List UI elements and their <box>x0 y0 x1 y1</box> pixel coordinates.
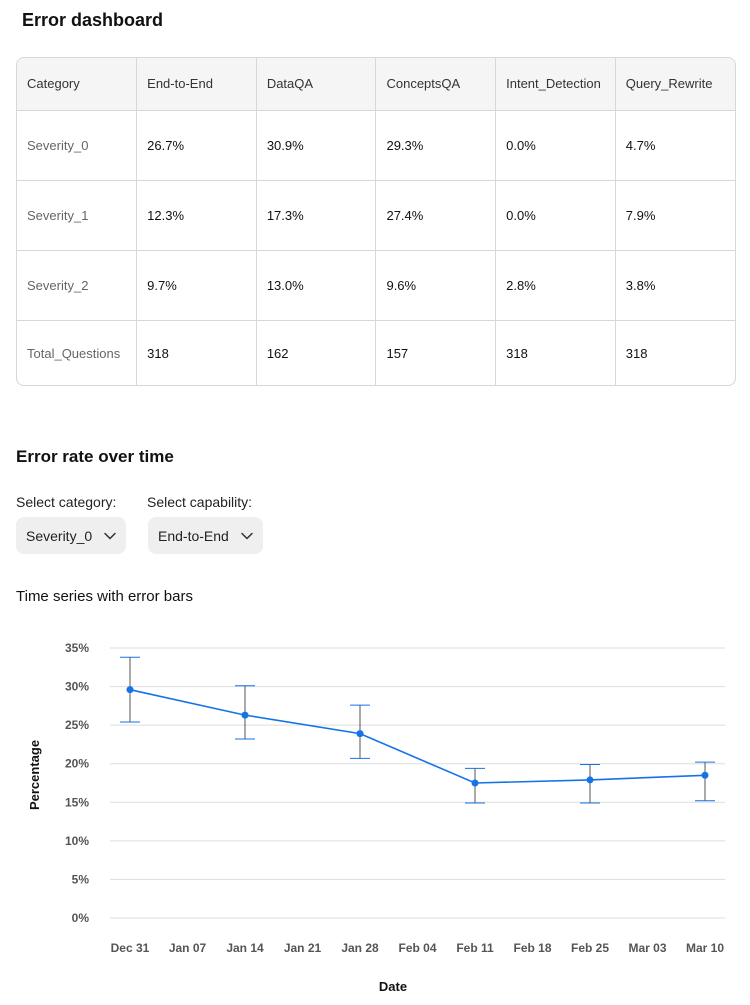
table-row <box>17 250 735 320</box>
y-tick-label: 10% <box>64 833 89 848</box>
error-rate-chart <box>0 620 750 1005</box>
table-cell: 29.3% <box>376 110 496 180</box>
row-label: Severity_2 <box>17 250 137 320</box>
x-tick-label: Feb 25 <box>570 941 610 955</box>
y-tick-label: 15% <box>64 795 89 810</box>
column-header[interactable]: Intent_Detection <box>496 58 616 110</box>
table-cell: 9.6% <box>376 250 496 320</box>
data-point <box>357 730 364 737</box>
table-cell: 162 <box>256 320 376 386</box>
x-tick-label: Dec 31 <box>110 941 150 955</box>
column-header[interactable]: Query_Rewrite <box>615 58 735 110</box>
x-tick-label: Feb 18 <box>513 941 552 955</box>
column-header[interactable]: End-to-End <box>137 58 257 110</box>
table-cell: 3.8% <box>615 250 735 320</box>
data-point <box>702 772 709 779</box>
table-cell: 318 <box>137 320 257 386</box>
y-tick-label: 25% <box>64 718 89 733</box>
column-header[interactable]: ConceptsQA <box>376 58 496 110</box>
x-tick-label: Mar 10 <box>685 941 725 955</box>
row-label: Severity_0 <box>17 110 137 180</box>
y-tick-label: 5% <box>71 872 89 887</box>
error-table <box>16 57 736 386</box>
table-cell: 7.9% <box>615 180 735 250</box>
table-cell: 17.3% <box>256 180 376 250</box>
section-title: Error rate over time <box>16 447 174 466</box>
chevron-down-icon <box>104 532 116 540</box>
x-tick-label: Jan 28 <box>341 941 379 955</box>
row-label: Total_Questions <box>17 320 137 386</box>
table-cell: 0.0% <box>496 110 616 180</box>
data-point <box>587 776 594 783</box>
category-select-value: Severity_0 <box>26 527 93 544</box>
y-tick-label: 20% <box>64 756 89 771</box>
table-cell: 26.7% <box>137 110 257 180</box>
page-title: Error dashboard <box>22 10 164 30</box>
y-tick-label: 30% <box>64 679 89 694</box>
chevron-down-icon <box>241 532 253 540</box>
column-header[interactable]: DataQA <box>256 58 376 110</box>
x-tick-label: Jan 14 <box>226 941 264 955</box>
table-row <box>17 110 735 180</box>
capability-select[interactable] <box>148 517 263 554</box>
table-cell: 157 <box>376 320 496 386</box>
data-point <box>472 780 479 787</box>
table-row <box>17 320 735 386</box>
capability-select-label: Select capability: <box>147 494 253 510</box>
chart-title: Time series with error bars <box>16 588 193 605</box>
category-select[interactable] <box>16 517 126 554</box>
x-tick-label: Feb 11 <box>456 941 494 955</box>
row-label: Severity_1 <box>17 180 137 250</box>
column-header[interactable]: Category <box>17 58 137 110</box>
table-cell: 13.0% <box>256 250 376 320</box>
capability-select-value: End-to-End <box>158 527 229 544</box>
error-bar <box>695 762 715 801</box>
error-bar <box>580 764 600 803</box>
x-tick-label: Mar 03 <box>628 941 667 955</box>
y-tick-label: 0% <box>71 911 89 925</box>
x-tick-label: Jan 21 <box>283 941 322 955</box>
table-header-row <box>17 58 735 110</box>
data-point <box>127 686 134 693</box>
table-cell: 4.7% <box>615 110 735 180</box>
table-cell: 2.8% <box>496 250 616 320</box>
series-line <box>130 690 705 783</box>
table-cell: 9.7% <box>137 250 257 320</box>
table-cell: 0.0% <box>496 180 616 250</box>
table-cell: 12.3% <box>137 180 257 250</box>
x-tick-label: Jan 07 <box>168 941 207 955</box>
table-cell: 30.9% <box>256 110 376 180</box>
x-tick-label: Feb 04 <box>398 941 437 955</box>
x-axis-label: Date <box>378 979 408 994</box>
y-axis-label: Percentage <box>27 739 42 811</box>
table-row <box>17 180 735 250</box>
table-cell: 318 <box>615 320 735 386</box>
y-tick-label: 35% <box>64 641 89 655</box>
category-select-label: Select category: <box>16 494 117 510</box>
table-cell: 27.4% <box>376 180 496 250</box>
table-cell: 318 <box>496 320 616 386</box>
data-point <box>242 712 249 719</box>
